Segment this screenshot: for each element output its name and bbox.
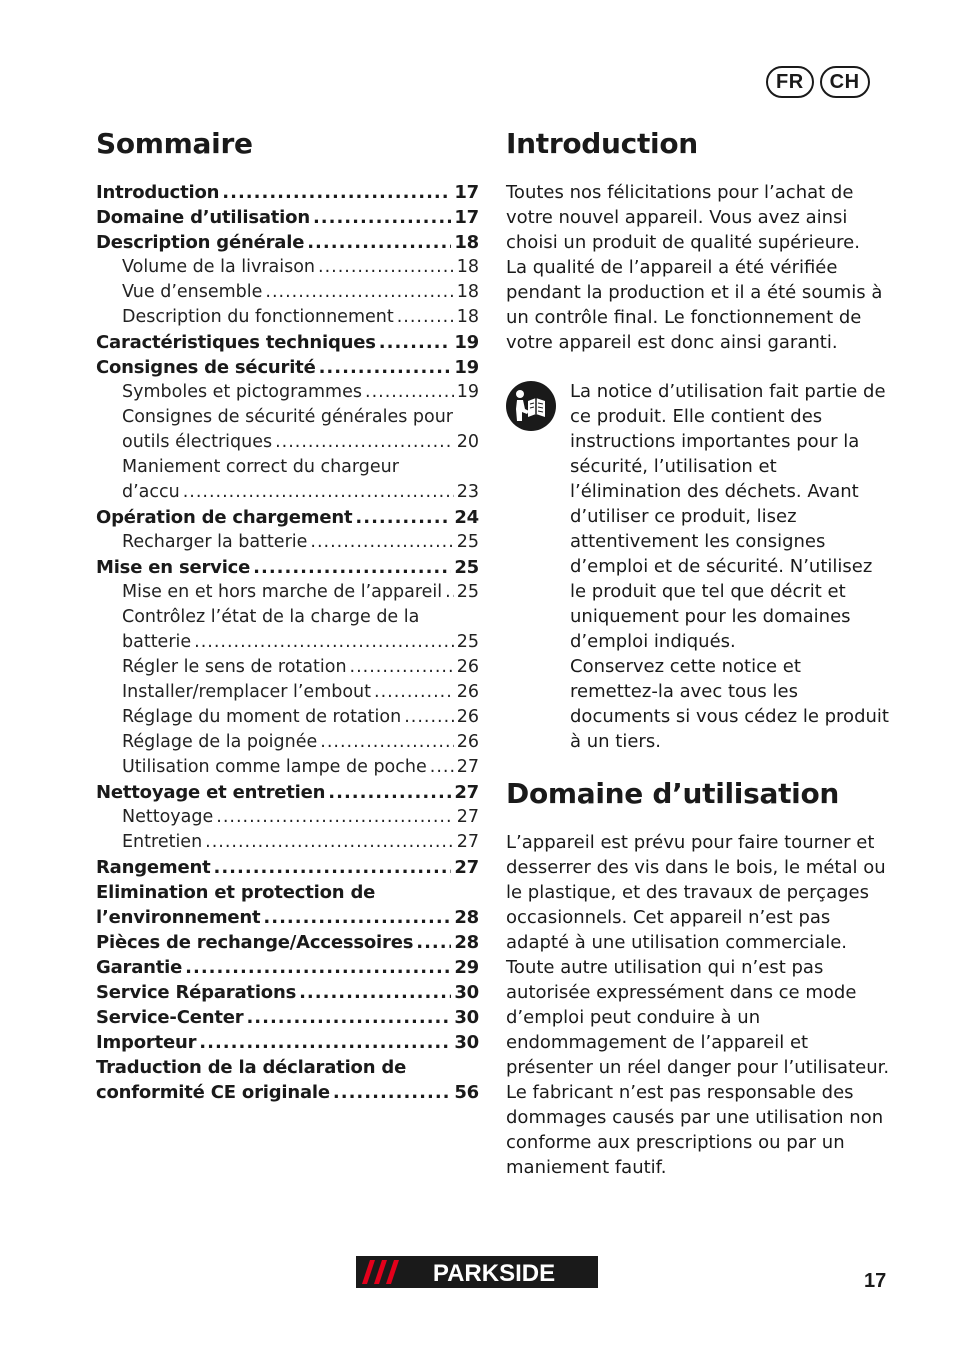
toc-entry-mise-en-service[interactable]: Mise en service ..... 25	[96, 555, 479, 580]
toc-entry-lampe[interactable]: Utilisation comme lampe de poche ..... 27	[96, 755, 479, 780]
toc-entry-description[interactable]: Description générale ..... 18	[96, 230, 479, 255]
toc-entry-poignee[interactable]: Réglage de la poignée ..... 26	[96, 730, 479, 755]
sommaire-column	[96, 126, 479, 1105]
toc-entry-elimination-line1: Elimination et protection de	[96, 882, 376, 903]
toc-entry-consignes-generales[interactable]: outils électriques ..... 20	[96, 430, 479, 455]
introduction-paragraph-2: La qualité de l’appareil a été vérifiée pendant la production et il a été soumis à un contrôle final. Le fonctionnement de votre appareil est donc ainsi garanti.	[506, 257, 883, 353]
sommaire-title: Sommaire	[96, 127, 253, 160]
toc-entry-consignes[interactable]: Consignes de sécurité ..... 19	[96, 355, 479, 380]
domaine-paragraph-2: Toute autre utilisation qui n’est pas autorisée expressément dans ce mode d’emploi peut conduire à un endommagement de l’appareil et présenter un réel danger pour l’utilisateur.	[506, 957, 890, 1078]
read-manual-icon	[506, 381, 556, 431]
content-column	[506, 126, 891, 1180]
toc-entry-importeur[interactable]: Importeur ..... 30	[96, 1030, 479, 1055]
toc-entry-introduction[interactable]: Introduction ..... 17	[96, 180, 479, 205]
parkside-logo	[356, 1256, 598, 1288]
toc-entry-nettoyage-entretien[interactable]: Nettoyage et entretien ..... 27	[96, 780, 479, 805]
toc-entry-maniement[interactable]: d’accu ..... 23	[96, 480, 479, 505]
toc-entry-rangement[interactable]: Rangement ..... 27	[96, 855, 479, 880]
toc-entry-pieces[interactable]: Pièces de rechange/Accessoires ..... 28	[96, 930, 479, 955]
language-badge-ch: CH	[820, 66, 870, 98]
toc-entry-volume-livraison[interactable]: Volume de la livraison ..... 18	[96, 255, 479, 280]
page-number: 17	[864, 1270, 887, 1292]
toc-entry-declaration-line1: Traduction de la déclaration de	[96, 1057, 407, 1078]
table-of-contents	[96, 180, 479, 1105]
toc-entry-service-center[interactable]: Service-Center ..... 30	[96, 1005, 479, 1030]
notice-text	[570, 379, 891, 754]
toc-entry-fonctionnement[interactable]: Description du fonctionnement ..... 18	[96, 305, 479, 330]
toc-entry-embout[interactable]: Installer/remplacer l’embout ..... 26	[96, 680, 479, 705]
notice-paragraph-1: La notice d’utilisation fait partie de ce produit. Elle contient des instructions importantes pour la sécurité, l’utilisation et l’élimination des déchets. Avant d’utiliser ce produit, lisez attentivement les consignes d’emploi et de sécurité. N’utilisez le produit que tel que décrit et uniquement pour les domaines d’emploi indiqués.	[570, 381, 886, 652]
toc-entry-etat-charge-line1: Contrôlez l’état de la charge de la	[122, 607, 420, 627]
toc-entry-consignes-generales-line1: Consignes de sécurité générales pour	[122, 407, 453, 427]
toc-entry-garantie[interactable]: Garantie ..... 29	[96, 955, 479, 980]
domaine-title: Domaine d’utilisation	[506, 777, 840, 810]
domaine-paragraph-1: L’appareil est prévu pour faire tourner et desserrer des vis dans le bois, le métal ou le plastique, et des travaux de perçages occasionnels. Cet appareil n’est pas adapté à une utilisation commerciale.	[506, 832, 886, 953]
toc-entry-domaine[interactable]: Domaine d’utilisation ..... 17	[96, 205, 479, 230]
toc-entry-nettoyage[interactable]: Nettoyage ..... 27	[96, 805, 479, 830]
toc-entry-moment-rotation[interactable]: Réglage du moment de rotation ..... 26	[96, 705, 479, 730]
toc-entry-recharger[interactable]: Recharger la batterie ..... 25	[96, 530, 479, 555]
introduction-paragraph-1: Toutes nos félicitations pour l’achat de votre nouvel appareil. Vous avez ainsi choisi un produit de qualité supérieure.	[506, 182, 860, 253]
toc-entry-vue-ensemble[interactable]: Vue d’ensemble ..... 18	[96, 280, 479, 305]
toc-entry-maniement-line1: Maniement correct du chargeur	[122, 457, 399, 477]
introduction-title: Introduction	[506, 127, 698, 160]
toc-entry-entretien[interactable]: Entretien ..... 27	[96, 830, 479, 855]
toc-entry-marche[interactable]: Mise en et hors marche de l’appareil ..... 25	[96, 580, 479, 605]
domaine-section	[506, 776, 891, 1180]
toc-entry-elimination[interactable]: l’environnement ..... 28	[96, 905, 479, 930]
language-badge-fr: FR	[766, 66, 814, 98]
toc-entry-sens-rotation[interactable]: Régler le sens de rotation ..... 26	[96, 655, 479, 680]
language-badges	[766, 66, 870, 98]
toc-entry-chargement[interactable]: Opération de chargement ..... 24	[96, 505, 479, 530]
logo-text: PARKSIDE	[432, 1260, 556, 1287]
toc-entry-etat-charge[interactable]: batterie ..... 25	[96, 630, 479, 655]
toc-entry-declaration[interactable]: conformité CE originale ..... 56	[96, 1080, 479, 1105]
notice-paragraph-2: Conservez cette notice et remettez-la avec tous les documents si vous cédez le produit à un tiers.	[570, 656, 889, 752]
domaine-paragraph-3: Le fabricant n’est pas responsable des dommages causés par une utilisation non conforme aux prescriptions ou par un maniement fautif.	[506, 1082, 884, 1178]
manual-notice	[506, 379, 891, 754]
toc-entry-caracteristiques[interactable]: Caractéristiques techniques ..... 19	[96, 330, 479, 355]
toc-entry-service-reparations[interactable]: Service Réparations ..... 30	[96, 980, 479, 1005]
toc-entry-symboles[interactable]: Symboles et pictogrammes ..... 19	[96, 380, 479, 405]
